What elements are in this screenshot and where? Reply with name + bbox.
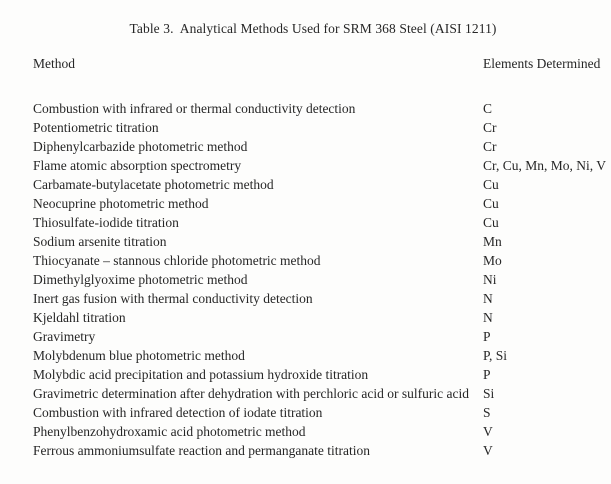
method-cell: Kjeldahl titration (33, 310, 126, 325)
table-row (33, 194, 593, 213)
table-row (33, 156, 606, 175)
table-row (33, 308, 593, 327)
method-cell: Thiocyanate – stannous chloride photometric method (33, 253, 321, 268)
method-cell: Combustion with infrared or thermal conductivity detection (33, 101, 356, 116)
method-cell: Flame atomic absorption spectrometry (33, 158, 242, 173)
method-cell: Gravimetry (33, 329, 96, 344)
elements-column-header: Elements Determined (483, 56, 601, 71)
table-header-row (33, 54, 601, 73)
method-cell: Molybdic acid precipitation and potassium hydroxide titration (33, 367, 369, 382)
method-cell: Diphenylcarbazide photometric method (33, 139, 248, 154)
table-row (33, 346, 593, 365)
method-cell: Sodium arsenite titration (33, 234, 167, 249)
elements-cell: S (483, 405, 491, 420)
table-row (33, 118, 593, 137)
table-row (33, 99, 593, 118)
table-row (33, 213, 593, 232)
table-row (33, 422, 593, 441)
method-cell: Neocuprine photometric method (33, 196, 209, 211)
elements-cell: Cu (483, 177, 499, 192)
table-row (33, 270, 593, 289)
table-row (33, 289, 593, 308)
method-cell: Thiosulfate-iodide titration (33, 215, 179, 230)
method-cell: Ferrous ammoniumsulfate reaction and permanganate titration (33, 443, 371, 458)
method-cell: Dimethylglyoxime photometric method (33, 272, 248, 287)
method-cell: Gravimetric determination after dehydration with perchloric acid or sulfuric acid (33, 386, 469, 401)
table-title: Table 3. Analytical Methods Used for SRM 368 Steel (AISI 1211) (129, 21, 497, 36)
method-cell: Inert gas fusion with thermal conductivity detection (33, 291, 313, 306)
elements-cell: Cr (483, 139, 497, 154)
table-row (33, 327, 593, 346)
table-row (33, 365, 593, 384)
elements-cell: Cu (483, 196, 499, 211)
method-cell: Carbamate-butylacetate photometric method (33, 177, 274, 192)
table-row (33, 175, 593, 194)
elements-cell: V (483, 443, 493, 458)
table-row (33, 384, 593, 403)
table-row (33, 251, 593, 270)
elements-cell: Ni (483, 272, 497, 287)
table-row (33, 441, 593, 460)
elements-cell: Si (483, 386, 495, 401)
elements-cell: P, Si (483, 348, 508, 363)
method-cell: Phenylbenzohydroxamic acid photometric method (33, 424, 306, 439)
method-column-header: Method (33, 56, 75, 71)
table-body (33, 99, 606, 460)
elements-cell: Mo (483, 253, 502, 268)
elements-cell: Cr (483, 120, 497, 135)
method-cell: Potentiometric titration (33, 120, 159, 135)
elements-cell: N (483, 310, 493, 325)
elements-cell: P (483, 367, 491, 382)
table-row (33, 232, 593, 251)
table-row (33, 403, 593, 422)
elements-cell: Mn (483, 234, 502, 249)
method-cell: Molybdenum blue photometric method (33, 348, 245, 363)
elements-cell: Cr, Cu, Mn, Mo, Ni, V (483, 158, 606, 173)
method-cell: Combustion with infrared detection of iodate titration (33, 405, 323, 420)
elements-cell: N (483, 291, 493, 306)
table-row (33, 137, 593, 156)
elements-cell: C (483, 101, 493, 116)
elements-cell: V (483, 424, 493, 439)
elements-cell: Cu (483, 215, 499, 230)
elements-cell: P (483, 329, 491, 344)
